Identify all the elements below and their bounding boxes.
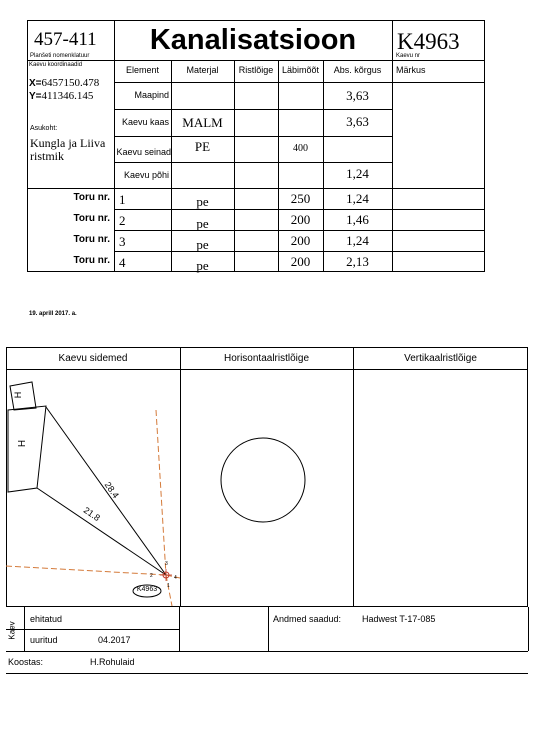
col-element: Element [125,65,160,75]
pipe-material: pe [196,258,209,273]
pipe-material: pe [196,194,209,209]
pipe-number-label: 2 [150,573,153,579]
pipe-number: 3 [119,234,126,249]
page-title: Kanalisatsioon [149,24,357,56]
built-label: ehitatud [30,614,63,624]
well-tag-label: K4963 [136,586,158,593]
author-value: H.Rohulaid [90,657,135,667]
coord-x: X=6457150.478 [29,77,100,89]
pipe-number-label: 1 [167,583,170,589]
document-date: 19. aprill 2017. a. [29,311,77,317]
row-elevation: 3,63 [346,114,369,129]
surveyed-label: uuritud [30,635,58,645]
coord-y: Y=411346.145 [29,90,94,102]
row-diameter: 400 [293,143,308,154]
sketch-header-ties: Kaevu sidemed [58,353,128,364]
row-material: MALM [182,115,223,130]
pipe-diameter: 200 [290,233,311,248]
pipe-diameter: 200 [290,212,311,227]
pipe-line-2 [6,566,166,575]
well-number: K4963 [397,29,460,54]
pipe-number: 4 [119,255,126,270]
sketch-header-horizontal: Horisontaalristlõige [223,353,310,364]
distance-label-2: 21.8 [81,504,102,524]
col-remarks: Märkus [396,65,426,75]
pipe-line-4 [166,575,172,606]
pipe-label: Toru nr. [73,192,110,203]
pipe-material: pe [196,216,209,231]
pipe-elevation: 1,46 [346,212,369,227]
footer-side-label: Kaev [7,621,17,640]
pipe-material: pe [196,237,209,252]
sketch-header-vertical: Vertikaalristlõige [404,353,477,364]
col-diameter: Läbimõõt [281,65,320,75]
pipe-elevation: 2,13 [346,254,369,269]
surveyed-value: 04.2017 [98,635,131,645]
well-circle [221,438,305,522]
pipe-label: Toru nr. [73,234,110,245]
pipe-elevation: 1,24 [346,233,369,248]
distance-label-1: 28.4 [102,479,121,501]
pipe-diameter: 200 [290,254,311,269]
pipe-line-1 [156,410,166,575]
nomenclature-label: Planšeti nomenklatuur [30,53,90,59]
row-elevation: 1,24 [346,166,369,181]
coords-label: Kaevu koordinaadid [29,62,83,68]
source-label: Andmed saadud: [273,614,342,624]
author-label: Koostas: [8,657,44,667]
col-elevation: Abs. kõrgus [333,65,382,75]
col-cross-section: Ristlõige [238,65,274,75]
row-elevation: 3,63 [346,88,369,103]
row-element: Kaevu seinad [116,147,171,157]
well-number-label: Kaevu nr [396,53,421,59]
pipe-label: Toru nr. [73,255,110,266]
building-label-large: H [15,439,27,448]
location-label: Asukoht: [30,125,58,132]
nomenclature: 457-411 [34,29,97,50]
pipe-number-label: 4 [174,575,177,581]
horizontal-section [219,436,307,524]
col-material: Materjal [186,65,219,75]
building-large [8,406,46,492]
tie-sketch [6,370,180,606]
building-label-small: H [12,391,23,399]
pipe-number: 2 [119,213,126,228]
pipe-number: 1 [119,192,126,207]
row-material: PE [194,139,211,154]
tie-line-2 [37,488,166,575]
pipe-number-label: 3 [165,561,168,567]
location-value: Kungla ja Liiva ristmik [30,136,106,163]
pipe-elevation: 1,24 [346,191,369,206]
row-element: Kaevu kaas [121,117,169,127]
source-value: Hadwest T-17-085 [362,614,436,624]
pipe-label: Toru nr. [73,213,110,224]
row-element: Kaevu põhi [123,170,169,180]
pipe-diameter: 250 [290,191,311,206]
row-element: Maapind [134,90,169,100]
